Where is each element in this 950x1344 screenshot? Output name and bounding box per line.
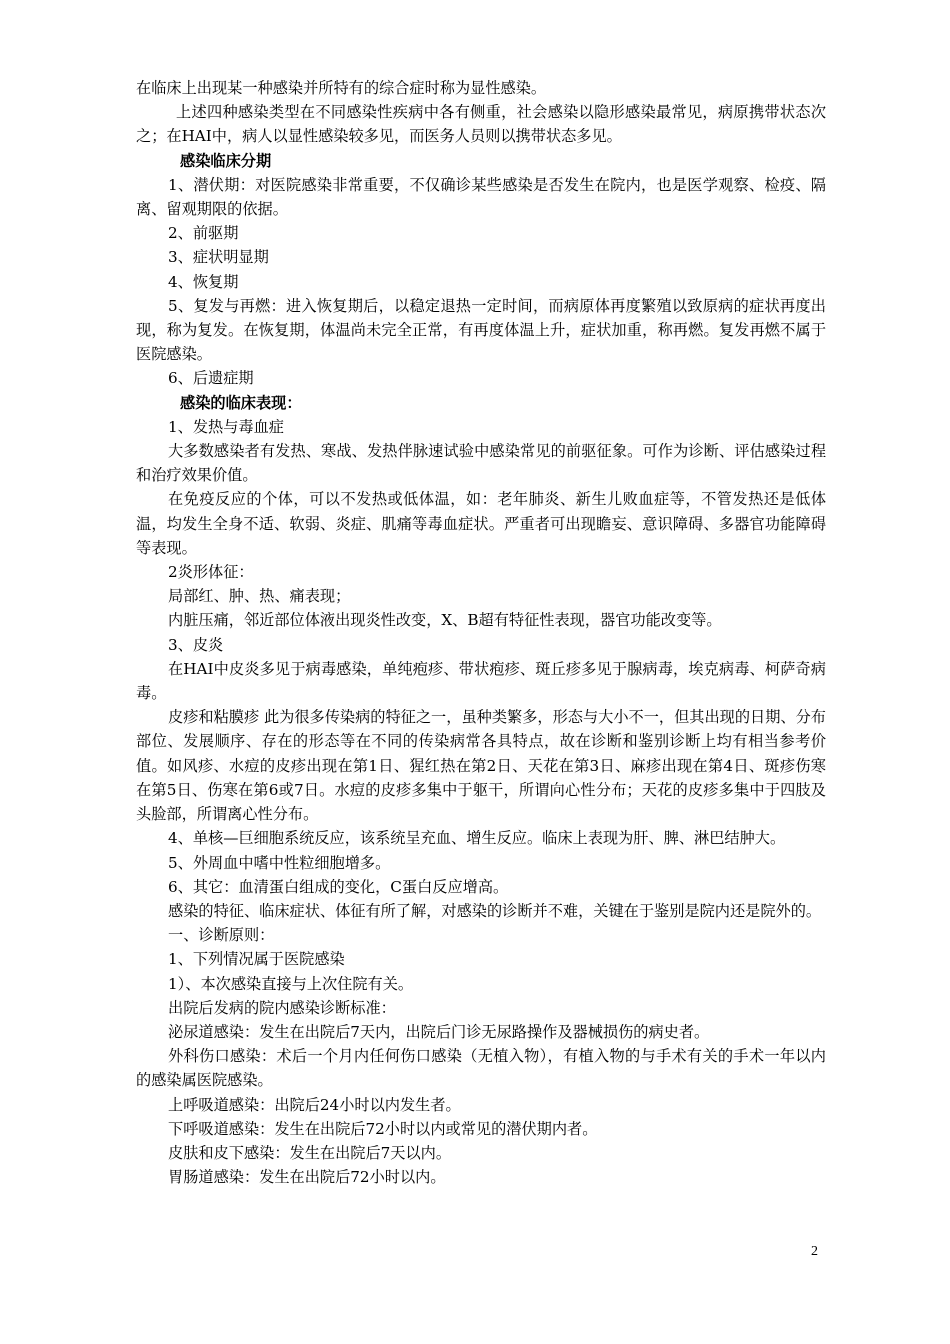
paragraph: 2炎形体征： [168, 563, 254, 582]
section-heading: 感染的临床表现： [180, 393, 302, 412]
paragraph: 上呼吸道感染：出院后24小时以内发生者。 [168, 1095, 461, 1114]
paragraph: 在临床上出现某一种感染并所特有的综合症时称为显性感染。 [136, 79, 547, 97]
paragraph: 2、前驱期 [168, 224, 239, 243]
paragraph: 大多数感染者有发热、寒战、发热伴脉速试验中感染常见的前驱征象。可作为诊断、评估感染过程和治疗效果价值。 [136, 442, 826, 485]
page-body [136, 76, 826, 1189]
paragraph: 6、其它：血清蛋白组成的变化，C蛋白反应增高。 [168, 877, 509, 896]
paragraph: 3、皮炎 [168, 635, 224, 654]
paragraph: 1、潜伏期：对医院感染非常重要，不仅确诊某些感染是否发生在院内，也是医学观察、检疫、隔离、留观期限的依据。 [136, 175, 826, 219]
paragraph: 胃肠道感染：发生在出院后72小时以内。 [168, 1168, 446, 1187]
paragraph: 局部红、肿、热、痛表现； [168, 587, 351, 606]
paragraph: 一、诊断原则： [168, 926, 275, 945]
paragraph: 5、外周血中嗜中性粒细胞增多。 [168, 853, 391, 872]
paragraph: 出院后发病的院内感染诊断标准： [168, 998, 396, 1017]
paragraph: 皮疹和粘膜疹 此为很多传染病的特征之一，虽种类繁多，形态与大小不一，但其出现的日期、分布部位、发展顺序、存在的形态等在不同的传染病常各具特点，故在诊断和鉴别诊断上均有相当参考价值。如风疹、水痘的皮疹出现在第1日、猩红热在第2日、天花在第3日、麻疹出现在第4日、斑疹伤寒在第5日、伤寒在第6或7日。水痘的皮疹多集中于躯干，所谓向心性分布；天花的皮疹多集中于四肢及头脸部，所谓离心性分布。 [136, 708, 826, 824]
paragraph: 5、复发与再燃：进入恢复期后，以稳定退热一定时间，而病原体再度繁殖以致原病的症状再度出现，称为复发。在恢复期，体温尚未完全正常，有再度体温上升，症状加重，称再燃。复发再燃不属于医院感染。 [136, 296, 826, 364]
page-number: 2 [811, 1244, 818, 1259]
paragraph: 4、恢复期 [168, 272, 239, 291]
paragraph: 感染的特征、临床症状、体征有所了解，对感染的诊断并不难，关键在于鉴别是院内还是院外的。 [168, 901, 822, 920]
paragraph: 4、单核—巨细胞系统反应，该系统呈充血、增生反应。临床上表现为肝、脾、淋巴结肿大。 [168, 829, 786, 848]
paragraph: 1、下列情况属于医院感染 [168, 950, 345, 969]
paragraph: 1）、本次感染直接与上次住院有关。 [168, 974, 414, 993]
paragraph: 下呼吸道感染：发生在出院后72小时以内或常见的潜伏期内者。 [168, 1119, 598, 1138]
paragraph: 6、后遗症期 [168, 369, 254, 388]
paragraph: 在免疫反应的个体，可以不发热或低体温，如：老年肺炎、新生儿败血症等，不管发热还是低体温，均发生全身不适、软弱、炎症、肌痛等毒血症状。严重者可出现瞻妄、意识障碍、多器官功能障碍等表现。 [136, 490, 826, 557]
paragraph: 内脏压痛，邻近部位体液出现炎性改变，X、B超有特征性表现，器官功能改变等。 [168, 611, 722, 630]
paragraph: 外科伤口感染：术后一个月内任何伤口感染（无植入物），有植入物的与手术有关的手术一年以内的感染属医院感染。 [136, 1047, 826, 1090]
paragraph: 泌尿道感染：发生在出院后7天内，出院后门诊无尿路操作及器械损伤的病史者。 [168, 1022, 710, 1041]
section-heading: 感染临床分期 [180, 151, 272, 170]
paragraph: 1、发热与毒血症 [168, 417, 284, 436]
paragraph: 在HAI中皮炎多见于病毒感染，单纯疱疹、带状疱疹、斑丘疹多见于腺病毒，埃克病毒、柯萨奇病毒。 [136, 659, 826, 703]
paragraph: 上述四种感染类型在不同感染性疾病中各有侧重，社会感染以隐形感染最常见，病原携带状态次之；在HAI中，病人以显性感染较多见，而医务人员则以携带状态多见。 [136, 103, 826, 146]
paragraph: 皮肤和皮下感染：发生在出院后7天以内。 [168, 1143, 452, 1162]
paragraph: 3、症状明显期 [168, 248, 269, 267]
